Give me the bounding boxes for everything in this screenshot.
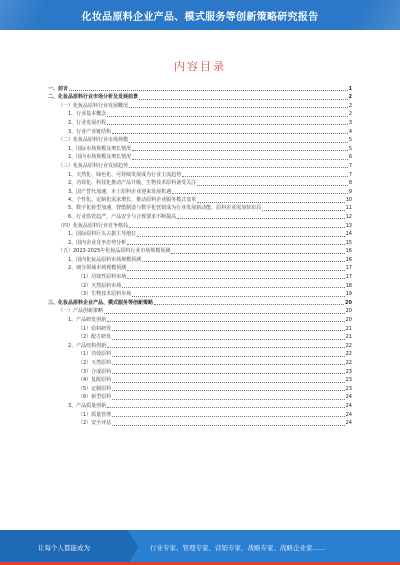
toc-page-number: 1	[348, 85, 352, 92]
toc-entry-text: 2、行业发展历程	[68, 119, 107, 126]
toc-page-number: 24	[345, 394, 352, 401]
toc-entry-text: （4）复配原料	[78, 377, 112, 384]
toc-page-number: 19	[345, 291, 352, 298]
toc-entry[interactable]	[48, 93, 352, 102]
toc-entry[interactable]	[48, 333, 352, 342]
toc-page-number: 23	[345, 377, 352, 384]
toc-page-number: 21	[345, 325, 352, 332]
toc-entry-text: （五）2023-2025年化妆品原料行业市场规模预测	[58, 248, 171, 255]
report-header	[0, 0, 400, 30]
toc-page-number: 23	[345, 368, 352, 375]
toc-entry-text: 2、细分领域市场规模预测	[68, 265, 127, 272]
toc-entry-text: 二、化妆品原料行业市场分析及发展前景	[48, 94, 139, 101]
toc-page-number: 5	[348, 145, 352, 152]
toc-page-number: 18	[345, 282, 352, 289]
toc-entry-text: （二）化妆品原料行业市场规模	[58, 137, 129, 144]
toc-entry-text: （四）化妆品原料行业竞争格局	[58, 222, 129, 229]
header-decoration-right	[350, 0, 400, 30]
toc-entry-text: 4、个性化、定制化需求增长，推动原料企业服务模式变革	[68, 197, 197, 204]
toc-entry-text: （6）新型原料	[78, 394, 112, 401]
toc-entry[interactable]	[48, 238, 352, 247]
toc-entry[interactable]	[48, 153, 352, 162]
toc-heading: 内容目录	[174, 60, 226, 73]
toc-entry-text: （1）功效性原料市场	[78, 274, 127, 281]
toc-entry-text: 3、产品质量创新	[68, 402, 107, 409]
toc-entry[interactable]	[48, 264, 352, 273]
toc-leader-dots	[154, 304, 344, 305]
toc-leader-dots	[142, 261, 344, 262]
toc-entry-text: 一、前言	[48, 85, 69, 92]
toc-page-number: 11	[345, 205, 352, 212]
toc-entry[interactable]	[48, 324, 352, 333]
toc-page-number: 22	[345, 360, 352, 366]
toc-page-number: 24	[345, 402, 352, 409]
toc-page-number: 9	[348, 188, 352, 195]
toc-entry-text: （1）功效原料	[78, 351, 112, 358]
toc-leader-dots	[112, 390, 344, 391]
toc-entry[interactable]	[48, 118, 352, 127]
toc-entry-text: 1、产品研发创新	[68, 317, 107, 324]
toc-page-number: 14	[345, 231, 352, 238]
toc-leader-dots	[197, 202, 344, 203]
toc-entry[interactable]	[48, 196, 352, 205]
toc-page-number: 12	[345, 213, 352, 220]
toc-entry[interactable]	[48, 230, 352, 239]
toc-leader-dots	[104, 313, 345, 314]
toc-entry-text: （5）定制原料	[78, 385, 112, 392]
toc-leader-dots	[129, 142, 348, 143]
toc-page-number: 17	[345, 274, 352, 281]
toc-entry-text: （三）化妆品原料行业发展趋势	[58, 162, 129, 169]
toc-leader-dots	[112, 373, 344, 374]
toc-page-number: 24	[345, 420, 352, 427]
toc-leader-dots	[171, 253, 344, 254]
header-decoration-left	[0, 0, 50, 30]
toc-leader-dots	[127, 270, 344, 271]
toc-entry[interactable]	[48, 255, 352, 264]
toc-page-number: 15	[345, 239, 352, 246]
toc-leader-dots	[127, 244, 344, 245]
toc-leader-dots	[112, 382, 344, 383]
toc-page-number: 2	[348, 102, 352, 109]
toc-entry[interactable]	[48, 101, 352, 110]
toc-entry[interactable]	[48, 341, 352, 350]
toc-leader-dots	[107, 116, 348, 117]
toc-entry[interactable]	[48, 110, 352, 119]
toc-entry-text: 2、国内企业竞争态势分析	[68, 239, 127, 246]
toc-leader-dots	[107, 321, 344, 322]
toc-entry-text: （3）生物技术原料市场	[78, 291, 132, 298]
toc-entry[interactable]	[48, 410, 352, 419]
toc-entry[interactable]	[48, 179, 352, 188]
toc-leader-dots	[112, 399, 344, 400]
toc-page-number: 20	[345, 308, 352, 315]
footer-slogan-left: 让每个人都能成为	[0, 530, 128, 565]
toc-leader-dots	[139, 99, 348, 100]
toc-entry[interactable]	[48, 144, 352, 153]
toc-leader-dots	[172, 193, 348, 194]
toc-page-number: 6	[348, 154, 352, 161]
toc-leader-dots	[112, 133, 348, 134]
toc-entry[interactable]	[48, 161, 352, 170]
toc-entry[interactable]	[48, 419, 352, 428]
toc-entry-text: 3、国产替代加速，本土原料企业迎来发展机遇	[68, 188, 172, 195]
toc-entry[interactable]	[48, 290, 352, 299]
toc-entry-text: 2、功效化、科技化推动产品升级，生物技术原料备受关注	[68, 180, 197, 187]
toc-entry[interactable]	[48, 187, 352, 196]
toc-entry[interactable]	[48, 247, 352, 256]
toc-leader-dots	[69, 90, 348, 91]
footer-banner	[0, 530, 400, 565]
toc-entry-text: （2）配方研发	[78, 334, 112, 341]
toc-page-number: 24	[345, 411, 352, 418]
toc-entry[interactable]	[48, 170, 352, 179]
toc-page-number: 5	[348, 137, 352, 144]
toc-leader-dots	[112, 416, 344, 417]
toc-page-number: 23	[345, 385, 352, 392]
toc-leader-dots	[107, 347, 344, 348]
toc-entry[interactable]	[48, 136, 352, 145]
toc-page-number: 7	[348, 162, 352, 169]
toc-entry-text: 1、国内化妆品原料市场规模预测	[68, 256, 142, 263]
toc-entry-text: 1、行业基本概念	[68, 111, 107, 118]
toc-page-number: 13	[345, 222, 352, 229]
toc-page-number: 2	[348, 111, 352, 118]
toc-entry-text: 三、化妆品原料企业产品、模式服务等创新策略	[48, 299, 154, 306]
toc-entry[interactable]	[48, 393, 352, 402]
toc-leader-dots	[112, 425, 344, 426]
toc-leader-dots	[112, 339, 344, 340]
toc-page-number: 20	[345, 299, 352, 306]
toc-entry[interactable]	[48, 204, 352, 212]
toc-leader-dots	[197, 185, 348, 186]
toc-page-number: 7	[348, 171, 352, 178]
toc-leader-dots	[112, 330, 344, 331]
toc-page-number: 20	[345, 317, 352, 324]
toc-entry-text: 2、国内市场规模及增长情况	[68, 154, 132, 161]
toc-entry-text: （2）天然原料	[78, 360, 112, 366]
toc-entry[interactable]	[48, 298, 352, 307]
toc-entry-text: （一）产品创新策略	[58, 308, 104, 315]
toc-entry[interactable]	[48, 315, 352, 324]
toc-entry-text: （一）化妆品原料行业发展概况	[58, 102, 129, 109]
toc-page-number: 17	[345, 265, 352, 272]
toc-entry[interactable]	[48, 384, 352, 393]
toc-entry-text: 6、行业监管趋严，产品安全与合规要求不断提高	[68, 213, 177, 220]
toc-page-number: 4	[348, 128, 352, 135]
toc-page-number: 16	[345, 256, 352, 263]
toc-page-number: 16	[345, 248, 352, 255]
toc-entry-text: 1、天然化、绿色化、可持续发展成为行业主流趋势	[68, 171, 182, 178]
toc-leader-dots	[177, 218, 344, 219]
toc-entry-text: 5、数字化转型加速，智能制造与数字化营销成为行业发展新动能，原料企业需加快布局	[68, 205, 262, 212]
toc-page-number: 21	[345, 334, 352, 341]
toc-page-number: 8	[348, 180, 352, 187]
toc-leader-dots	[112, 364, 344, 365]
toc-entry-text: （1）质量管理	[78, 411, 112, 418]
toc-leader-dots	[122, 287, 344, 288]
toc-entry-text: 3、行业产业链结构	[68, 128, 112, 135]
footer-arrow-shape	[128, 530, 138, 564]
toc-entry[interactable]	[48, 272, 352, 281]
toc-leader-dots	[132, 150, 348, 151]
toc-entry[interactable]	[48, 358, 352, 367]
toc-entry-text: （2）安全评估	[78, 420, 112, 427]
toc-leader-dots	[127, 278, 344, 279]
toc-leader-dots	[129, 167, 348, 168]
toc-leader-dots	[107, 124, 348, 125]
toc-page-number: 10	[345, 197, 352, 204]
table-of-contents	[48, 84, 352, 427]
toc-entry[interactable]	[48, 376, 352, 385]
toc-entry-text: 1、国际原料巨头占据主导地位	[68, 231, 137, 238]
toc-entry[interactable]	[48, 212, 352, 221]
toc-leader-dots	[182, 176, 348, 177]
toc-entry-text: 2、产品结构创新	[68, 342, 107, 349]
toc-leader-dots	[107, 407, 344, 408]
toc-leader-dots	[132, 296, 344, 297]
toc-entry[interactable]	[48, 221, 352, 230]
toc-leader-dots	[137, 236, 344, 237]
toc-leader-dots	[132, 159, 348, 160]
toc-entry[interactable]	[48, 401, 352, 410]
toc-entry-text: 1、国际市场规模及增长情况	[68, 145, 132, 152]
toc-page-number: 22	[345, 342, 352, 349]
toc-entry[interactable]	[48, 281, 352, 290]
toc-entry[interactable]	[48, 350, 352, 359]
toc-entry[interactable]	[48, 307, 352, 316]
toc-page-number: 22	[345, 351, 352, 358]
toc-entry[interactable]	[48, 84, 352, 93]
toc-entry[interactable]	[48, 367, 352, 376]
toc-entry-text: （2）天然原料市场	[78, 282, 122, 289]
toc-leader-dots	[112, 356, 344, 357]
toc-entry[interactable]	[48, 127, 352, 136]
toc-page-number: 3	[348, 119, 352, 126]
toc-leader-dots	[129, 107, 348, 108]
toc-entry-text: （1）原料研发	[78, 325, 112, 332]
toc-entry-text: （3）合成原料	[78, 368, 112, 375]
footer-slogan-right: 行业专家、管理专家、营销专家、战略专家、战略企业家……	[150, 544, 326, 552]
toc-leader-dots	[129, 227, 345, 228]
toc-page-number: 2	[348, 94, 352, 101]
toc-leader-dots	[262, 210, 344, 211]
report-title: 化妆品原料企业产品、模式服务等创新策略研究报告	[81, 11, 319, 23]
